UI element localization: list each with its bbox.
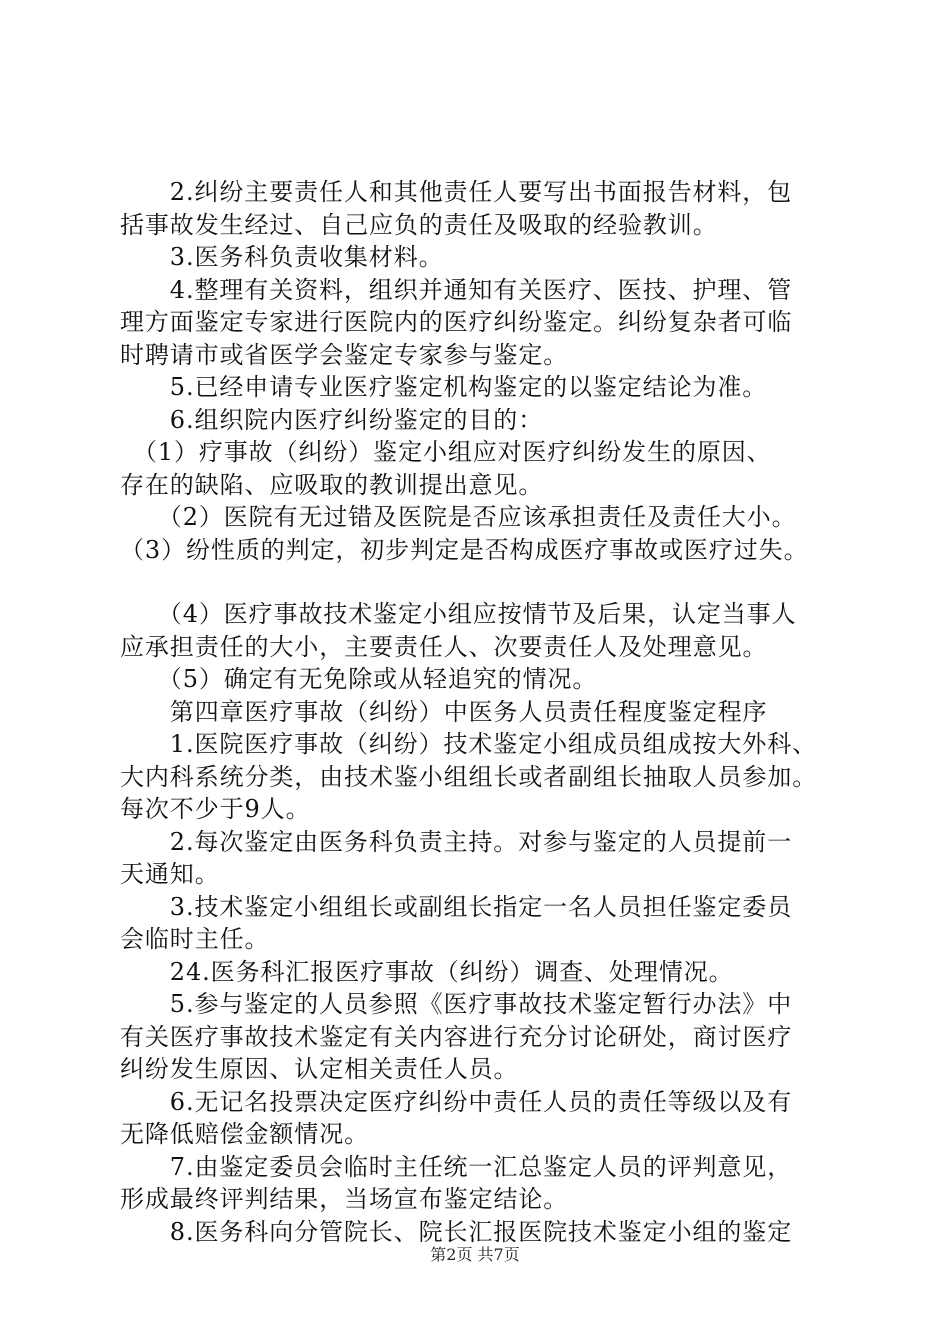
text-line: 有关医疗事故技术鉴定有关内容进行充分讨论研处，商讨医疗 (120, 1022, 793, 1051)
text-line: 大内科系统分类，由技术鉴小组组长或者副组长抽取人员参加。 (120, 762, 818, 791)
text-line: （1）疗事故（纠纷）鉴定小组应对医疗纠纷发生的原因、 (120, 438, 772, 466)
document-body (120, 176, 840, 1248)
text-line: 理方面鉴定专家进行医院内的医疗纠纷鉴定。纠纷复杂者可临 (120, 308, 793, 336)
text-line: 8.医务科向分管院长、院长汇报医院技术鉴定小组的鉴定 (120, 1217, 793, 1246)
chapter-heading: 第四章医疗事故（纠纷）中医务人员责任程度鉴定程序 (120, 697, 768, 726)
text-line: 时聘请市或省医学会鉴定专家参与鉴定。 (120, 340, 569, 369)
text-line: 2.纠纷主要责任人和其他责任人要写出书面报告材料，包 (120, 178, 793, 206)
text-line: 括事故发生经过、自己应负的责任及吸取的经验教训。 (120, 210, 718, 239)
page-number: 第2页 共7页 (430, 1245, 520, 1264)
text-line: 5.参与鉴定的人员参照《医疗事故技术鉴定暂行办法》中 (120, 990, 793, 1018)
text-line: 存在的缺陷、应吸取的教训提出意见。 (120, 470, 544, 499)
text-line: 形成最终评判结果，当场宣布鉴定结论。 (120, 1185, 569, 1213)
text-line: 6.无记名投票决定医疗纠纷中责任人员的责任等级以及有 (120, 1087, 793, 1116)
text-line: 每次不少于9人。 (120, 795, 311, 823)
text-line: 4.整理有关资料，组织并通知有关医疗、医技、护理、管 (120, 275, 793, 304)
text-line: 会临时主任。 (120, 925, 270, 953)
text-line: 6.组织院内医疗纠纷鉴定的目的： (120, 405, 544, 434)
text-line: 7.由鉴定委员会临时主任统一汇总鉴定人员的评判意见， (120, 1152, 793, 1181)
text-line: （5）确定有无免除或从轻追究的情况。 (120, 665, 598, 693)
text-line: 24.医务科汇报医疗事故（纠纷）调查、处理情况。 (120, 957, 734, 986)
text-line: （3）纷性质的判定，初步判定是否构成医疗事故或医疗过失。 (120, 535, 809, 564)
text-line: 纠纷发生原因、认定相关责任人员。 (120, 1055, 519, 1083)
text-line: （2）医院有无过错及医院是否应该承担责任及责任大小。 (120, 503, 797, 531)
text-line: 3.医务科负责收集材料。 (120, 243, 444, 271)
text-line: 3.技术鉴定小组组长或副组长指定一名人员担任鉴定委员 (120, 892, 793, 921)
text-line: 应承担责任的大小，主要责任人、次要责任人及处理意见。 (120, 632, 768, 661)
text-line: 5.已经申请专业医疗鉴定机构鉴定的以鉴定结论为准。 (120, 373, 768, 401)
text-line: （4）医疗事故技术鉴定小组应按情节及后果，认定当事人 (120, 600, 797, 628)
text-line: 2.每次鉴定由医务科负责主持。对参与鉴定的人员提前一 (120, 827, 793, 856)
text-line: 无降低赔偿金额情况。 (120, 1120, 369, 1148)
text-line: 天通知。 (120, 860, 220, 888)
text-line: 1.医院医疗事故（纠纷）技术鉴定小组成员组成按大外科、 (120, 730, 817, 758)
paragraph-gap (120, 566, 840, 598)
